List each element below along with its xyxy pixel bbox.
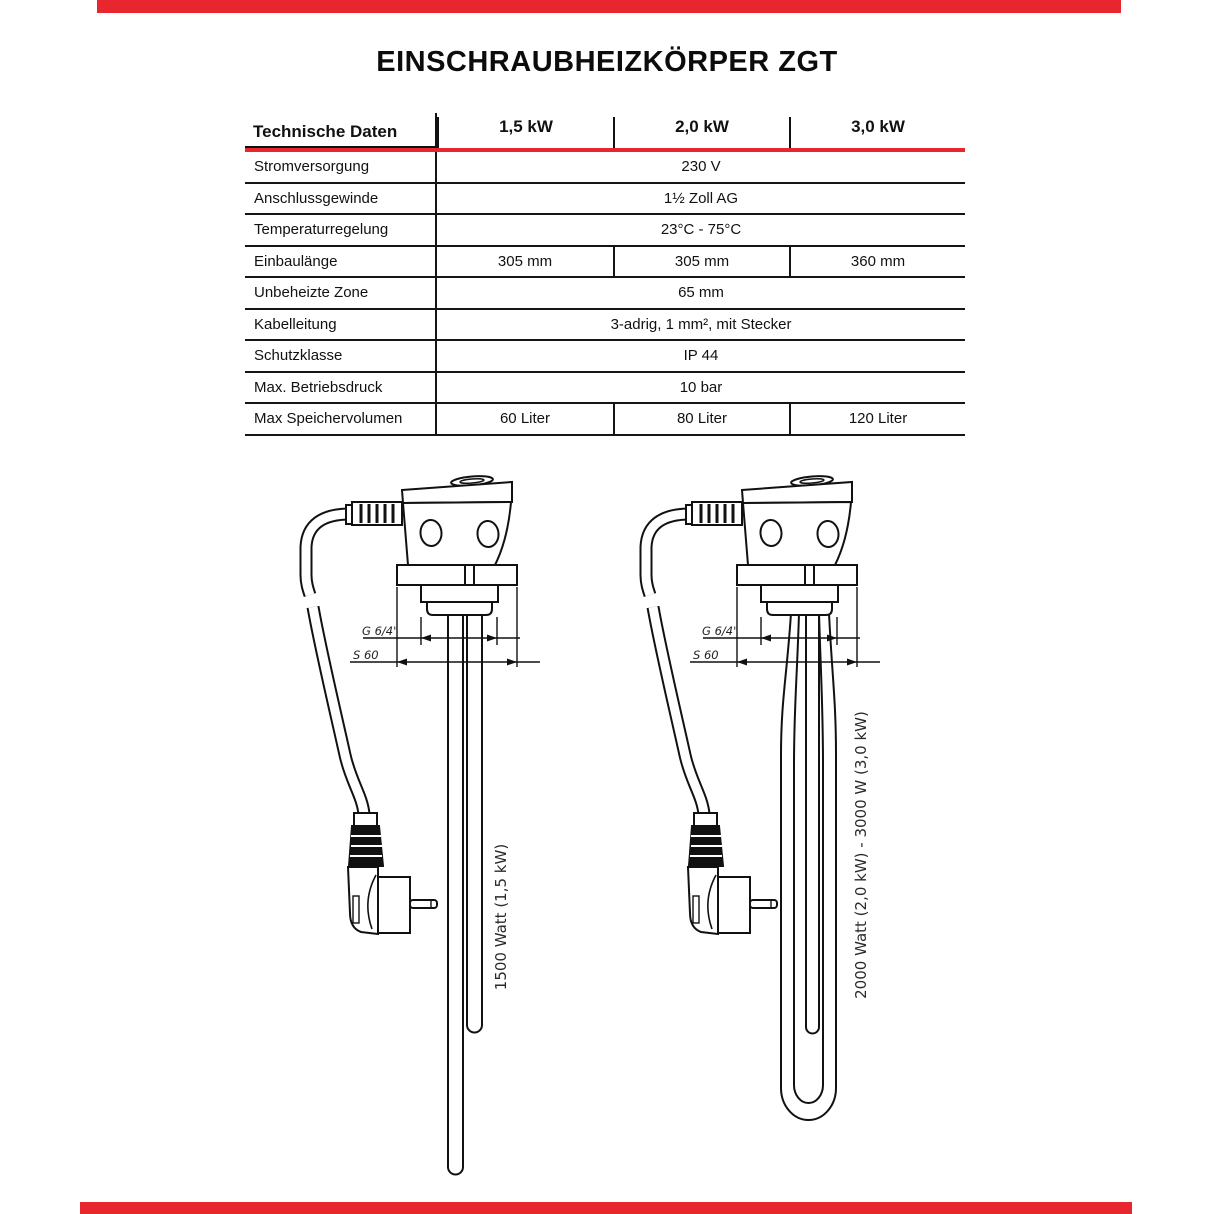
row-label: Unbeheizte Zone xyxy=(245,278,437,308)
table-row xyxy=(245,278,965,310)
heating-rod-straight xyxy=(448,613,482,1175)
row-value: 65 mm xyxy=(678,284,724,302)
row-value: 120 Liter xyxy=(789,404,965,434)
row-label: Anschlussgewinde xyxy=(245,184,437,214)
row-label: Max. Betriebsdruck xyxy=(245,373,437,403)
power-rating-label: 1500 Watt (1,5 kW) xyxy=(492,843,510,991)
row-label: Stromversorgung xyxy=(245,152,437,182)
technical-data-table xyxy=(245,113,965,436)
column-header-20kw: 2,0 kW xyxy=(613,117,789,148)
row-value: 60 Liter xyxy=(499,410,551,428)
row-value: 23°C - 75°C xyxy=(660,221,742,239)
wrench-dimension-label: S 60 xyxy=(693,648,719,662)
row-value: 360 mm xyxy=(789,247,965,277)
heating-rod-uloop xyxy=(781,613,836,1120)
column-header-15kw: 1,5 kW xyxy=(437,117,613,148)
column-header-30kw: 3,0 kW xyxy=(789,117,965,148)
power-rating-label: 2000 Watt (2,0 kW) - 3000 W (3,0 kW) xyxy=(852,711,870,999)
table-header-label: Technische Daten xyxy=(245,113,437,148)
table-row xyxy=(245,152,965,184)
heater-drawing-2000w-3000w xyxy=(590,455,920,1200)
bottom-red-bar xyxy=(80,1202,1132,1214)
row-value: 305 mm xyxy=(497,252,553,270)
row-value: IP 44 xyxy=(683,347,719,365)
row-value: 3-adrig, 1 mm², mit Stecker xyxy=(610,315,792,333)
row-label: Temperaturregelung xyxy=(245,215,437,245)
row-label: Kabelleitung xyxy=(245,310,437,340)
row-label: Einbaulänge xyxy=(245,247,437,277)
table-body xyxy=(245,152,965,436)
row-label: Schutzklasse xyxy=(245,341,437,371)
table-row xyxy=(245,373,965,405)
heater-head-and-plug xyxy=(646,475,880,934)
wrench-dimension-label: S 60 xyxy=(353,648,379,662)
row-label: Max Speichervolumen xyxy=(245,404,437,434)
row-value: 305 mm xyxy=(613,247,789,277)
top-red-bar xyxy=(97,0,1121,13)
row-value: 230 V xyxy=(681,158,721,176)
row-value: 80 Liter xyxy=(613,404,789,434)
table-row xyxy=(245,247,965,279)
table-row xyxy=(245,215,965,247)
row-value: 10 bar xyxy=(679,378,723,396)
thread-dimension-label: G 6/4" xyxy=(362,624,399,638)
table-header xyxy=(245,113,965,148)
table-row xyxy=(245,184,965,216)
table-row xyxy=(245,341,965,373)
table-row xyxy=(245,310,965,342)
row-value: 1½ Zoll AG xyxy=(663,189,739,207)
page-title: EINSCHRAUBHEIZKÖRPER ZGT xyxy=(376,46,838,78)
thread-dimension-label: G 6/4" xyxy=(702,624,739,638)
table-row xyxy=(245,404,965,436)
heater-drawing-1500w xyxy=(250,455,580,1200)
